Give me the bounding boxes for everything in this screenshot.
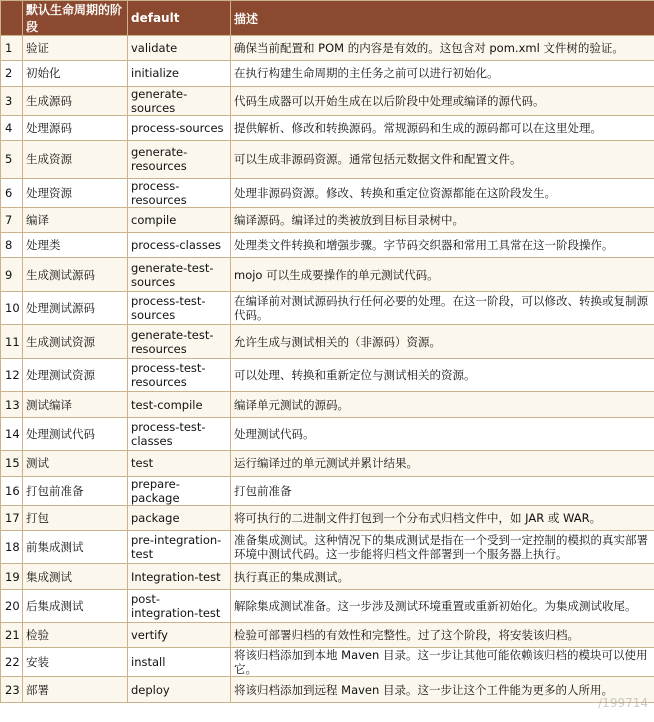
row-description: 编译单元测试的源码。 [231, 392, 654, 417]
row-default: process-test-resources [128, 358, 231, 392]
row-default: compile [128, 207, 231, 232]
row-description: 解除集成测试准备。这一步涉及测试环境重置或重新初始化。为集成测试收尾。 [231, 589, 654, 623]
row-phase: 测试 [23, 451, 128, 476]
row-default: process-classes [128, 233, 231, 258]
header-number [1, 1, 23, 36]
row-number: 8 [1, 233, 23, 258]
row-number: 23 [1, 677, 23, 702]
table-row [1, 140, 654, 178]
row-default: process-test-classes [128, 417, 231, 451]
row-number: 17 [1, 505, 23, 530]
table-row [1, 648, 654, 677]
row-number: 15 [1, 451, 23, 476]
row-default: process-resources [128, 178, 231, 207]
row-phase: 生成测试资源 [23, 325, 128, 359]
row-phase: 处理资源 [23, 178, 128, 207]
row-description: 将该归档添加到远程 Maven 目录。这一步让这个工件能为更多的人所用。 [231, 677, 654, 702]
row-description: 将可执行的二进制文件打包到一个分布式归档文件中，如 JAR 或 WAR。 [231, 505, 654, 530]
row-phase: 集成测试 [23, 564, 128, 589]
row-description: 编译源码。编译过的类被放到目标目录树中。 [231, 207, 654, 232]
table-row [1, 207, 654, 232]
row-description: 打包前准备 [231, 476, 654, 505]
row-phase: 处理测试代码 [23, 417, 128, 451]
row-number: 12 [1, 358, 23, 392]
row-phase: 打包前准备 [23, 476, 128, 505]
table-row [1, 417, 654, 451]
header-phase: 默认生命周期的阶段 [23, 1, 128, 36]
row-default: package [128, 505, 231, 530]
row-default: process-sources [128, 115, 231, 140]
row-description: 确保当前配置和 POM 的内容是有效的。这包含对 pom.xml 文件树的验证。 [231, 36, 654, 61]
row-default: deploy [128, 677, 231, 702]
table-row [1, 451, 654, 476]
row-phase: 处理测试源码 [23, 291, 128, 325]
row-default: post-integration-test [128, 589, 231, 623]
row-phase: 测试编译 [23, 392, 128, 417]
row-number: 1 [1, 36, 23, 61]
row-phase: 初始化 [23, 61, 128, 86]
row-phase: 打包 [23, 505, 128, 530]
row-description: 运行编译过的单元测试并累计结果。 [231, 451, 654, 476]
table-row [1, 36, 654, 61]
table-row [1, 178, 654, 207]
row-phase: 处理源码 [23, 115, 128, 140]
row-number: 13 [1, 392, 23, 417]
row-default: validate [128, 36, 231, 61]
row-description: 处理测试代码。 [231, 417, 654, 451]
table-row [1, 564, 654, 589]
table-row [1, 530, 654, 564]
table-row [1, 505, 654, 530]
row-default: generate-test-sources [128, 258, 231, 292]
row-default: Integration-test [128, 564, 231, 589]
row-description: 可以生成非源码资源。通常包括元数据文件和配置文件。 [231, 140, 654, 178]
row-description: 检验可部署归档的有效性和完整性。过了这个阶段，将安装该归档。 [231, 623, 654, 648]
table-row [1, 61, 654, 86]
row-phase: 部署 [23, 677, 128, 702]
row-number: 21 [1, 623, 23, 648]
table-row [1, 291, 654, 325]
table-row [1, 115, 654, 140]
row-default: install [128, 648, 231, 677]
row-phase: 生成测试源码 [23, 258, 128, 292]
row-number: 10 [1, 291, 23, 325]
row-phase: 生成资源 [23, 140, 128, 178]
table-row [1, 233, 654, 258]
row-number: 11 [1, 325, 23, 359]
row-default: process-test-sources [128, 291, 231, 325]
row-number: 18 [1, 530, 23, 564]
row-default: generate-test-resources [128, 325, 231, 359]
row-description: mojo 可以生成要操作的单元测试代码。 [231, 258, 654, 292]
row-phase: 处理测试资源 [23, 358, 128, 392]
table-row [1, 476, 654, 505]
row-description: 处理非源码资源。修改、转换和重定位资源都能在这阶段发生。 [231, 178, 654, 207]
row-default: generate-sources [128, 86, 231, 115]
table-row [1, 677, 654, 702]
row-description: 可以处理、转换和重新定位与测试相关的资源。 [231, 358, 654, 392]
row-number: 22 [1, 648, 23, 677]
table-row [1, 358, 654, 392]
row-number: 6 [1, 178, 23, 207]
row-phase: 前集成测试 [23, 530, 128, 564]
row-number: 2 [1, 61, 23, 86]
row-description: 代码生成器可以开始生成在以后阶段中处理或编译的源代码。 [231, 86, 654, 115]
header-description: 描述 [231, 1, 654, 36]
row-description: 允许生成与测试相关的（非源码）资源。 [231, 325, 654, 359]
row-phase: 处理类 [23, 233, 128, 258]
row-number: 16 [1, 476, 23, 505]
row-description: 在执行构建生命周期的主任务之前可以进行初始化。 [231, 61, 654, 86]
row-description: 在编译前对测试源码执行任何必要的处理。在这一阶段，可以修改、转换或复制源代码。 [231, 291, 654, 325]
table-row [1, 258, 654, 292]
row-phase: 验证 [23, 36, 128, 61]
row-description: 执行真正的集成测试。 [231, 564, 654, 589]
row-phase: 后集成测试 [23, 589, 128, 623]
row-description: 提供解析、修改和转换源码。常规源码和生成的源码都可以在这里处理。 [231, 115, 654, 140]
row-default: vertify [128, 623, 231, 648]
table-row [1, 86, 654, 115]
row-description: 处理类文件转换和增强步骤。字节码交织器和常用工具常在这一阶段操作。 [231, 233, 654, 258]
row-phase: 检验 [23, 623, 128, 648]
table-row [1, 623, 654, 648]
watermark-text: /199714 [598, 696, 648, 710]
row-number: 14 [1, 417, 23, 451]
table-row [1, 325, 654, 359]
table-row [1, 589, 654, 623]
row-default: pre-integration-test [128, 530, 231, 564]
row-number: 3 [1, 86, 23, 115]
row-number: 19 [1, 564, 23, 589]
row-default: test [128, 451, 231, 476]
row-number: 9 [1, 258, 23, 292]
row-description: 将该归档添加到本地 Maven 目录。这一步让其他可能依赖该归档的模块可以使用它。 [231, 648, 654, 677]
table-row [1, 392, 654, 417]
header-row [1, 1, 654, 36]
row-number: 5 [1, 140, 23, 178]
row-number: 4 [1, 115, 23, 140]
row-default: generate-resources [128, 140, 231, 178]
row-default: test-compile [128, 392, 231, 417]
row-default: initialize [128, 61, 231, 86]
header-default: default [128, 1, 231, 36]
row-number: 20 [1, 589, 23, 623]
row-phase: 安装 [23, 648, 128, 677]
row-number: 7 [1, 207, 23, 232]
row-phase: 编译 [23, 207, 128, 232]
row-default: prepare-package [128, 476, 231, 505]
row-description: 准备集成测试。这种情况下的集成测试是指在一个受到一定控制的模拟的真实部署环境中测试代码。这一步能将归档文件部署到一个服务器上执行。 [231, 530, 654, 564]
row-phase: 生成源码 [23, 86, 128, 115]
